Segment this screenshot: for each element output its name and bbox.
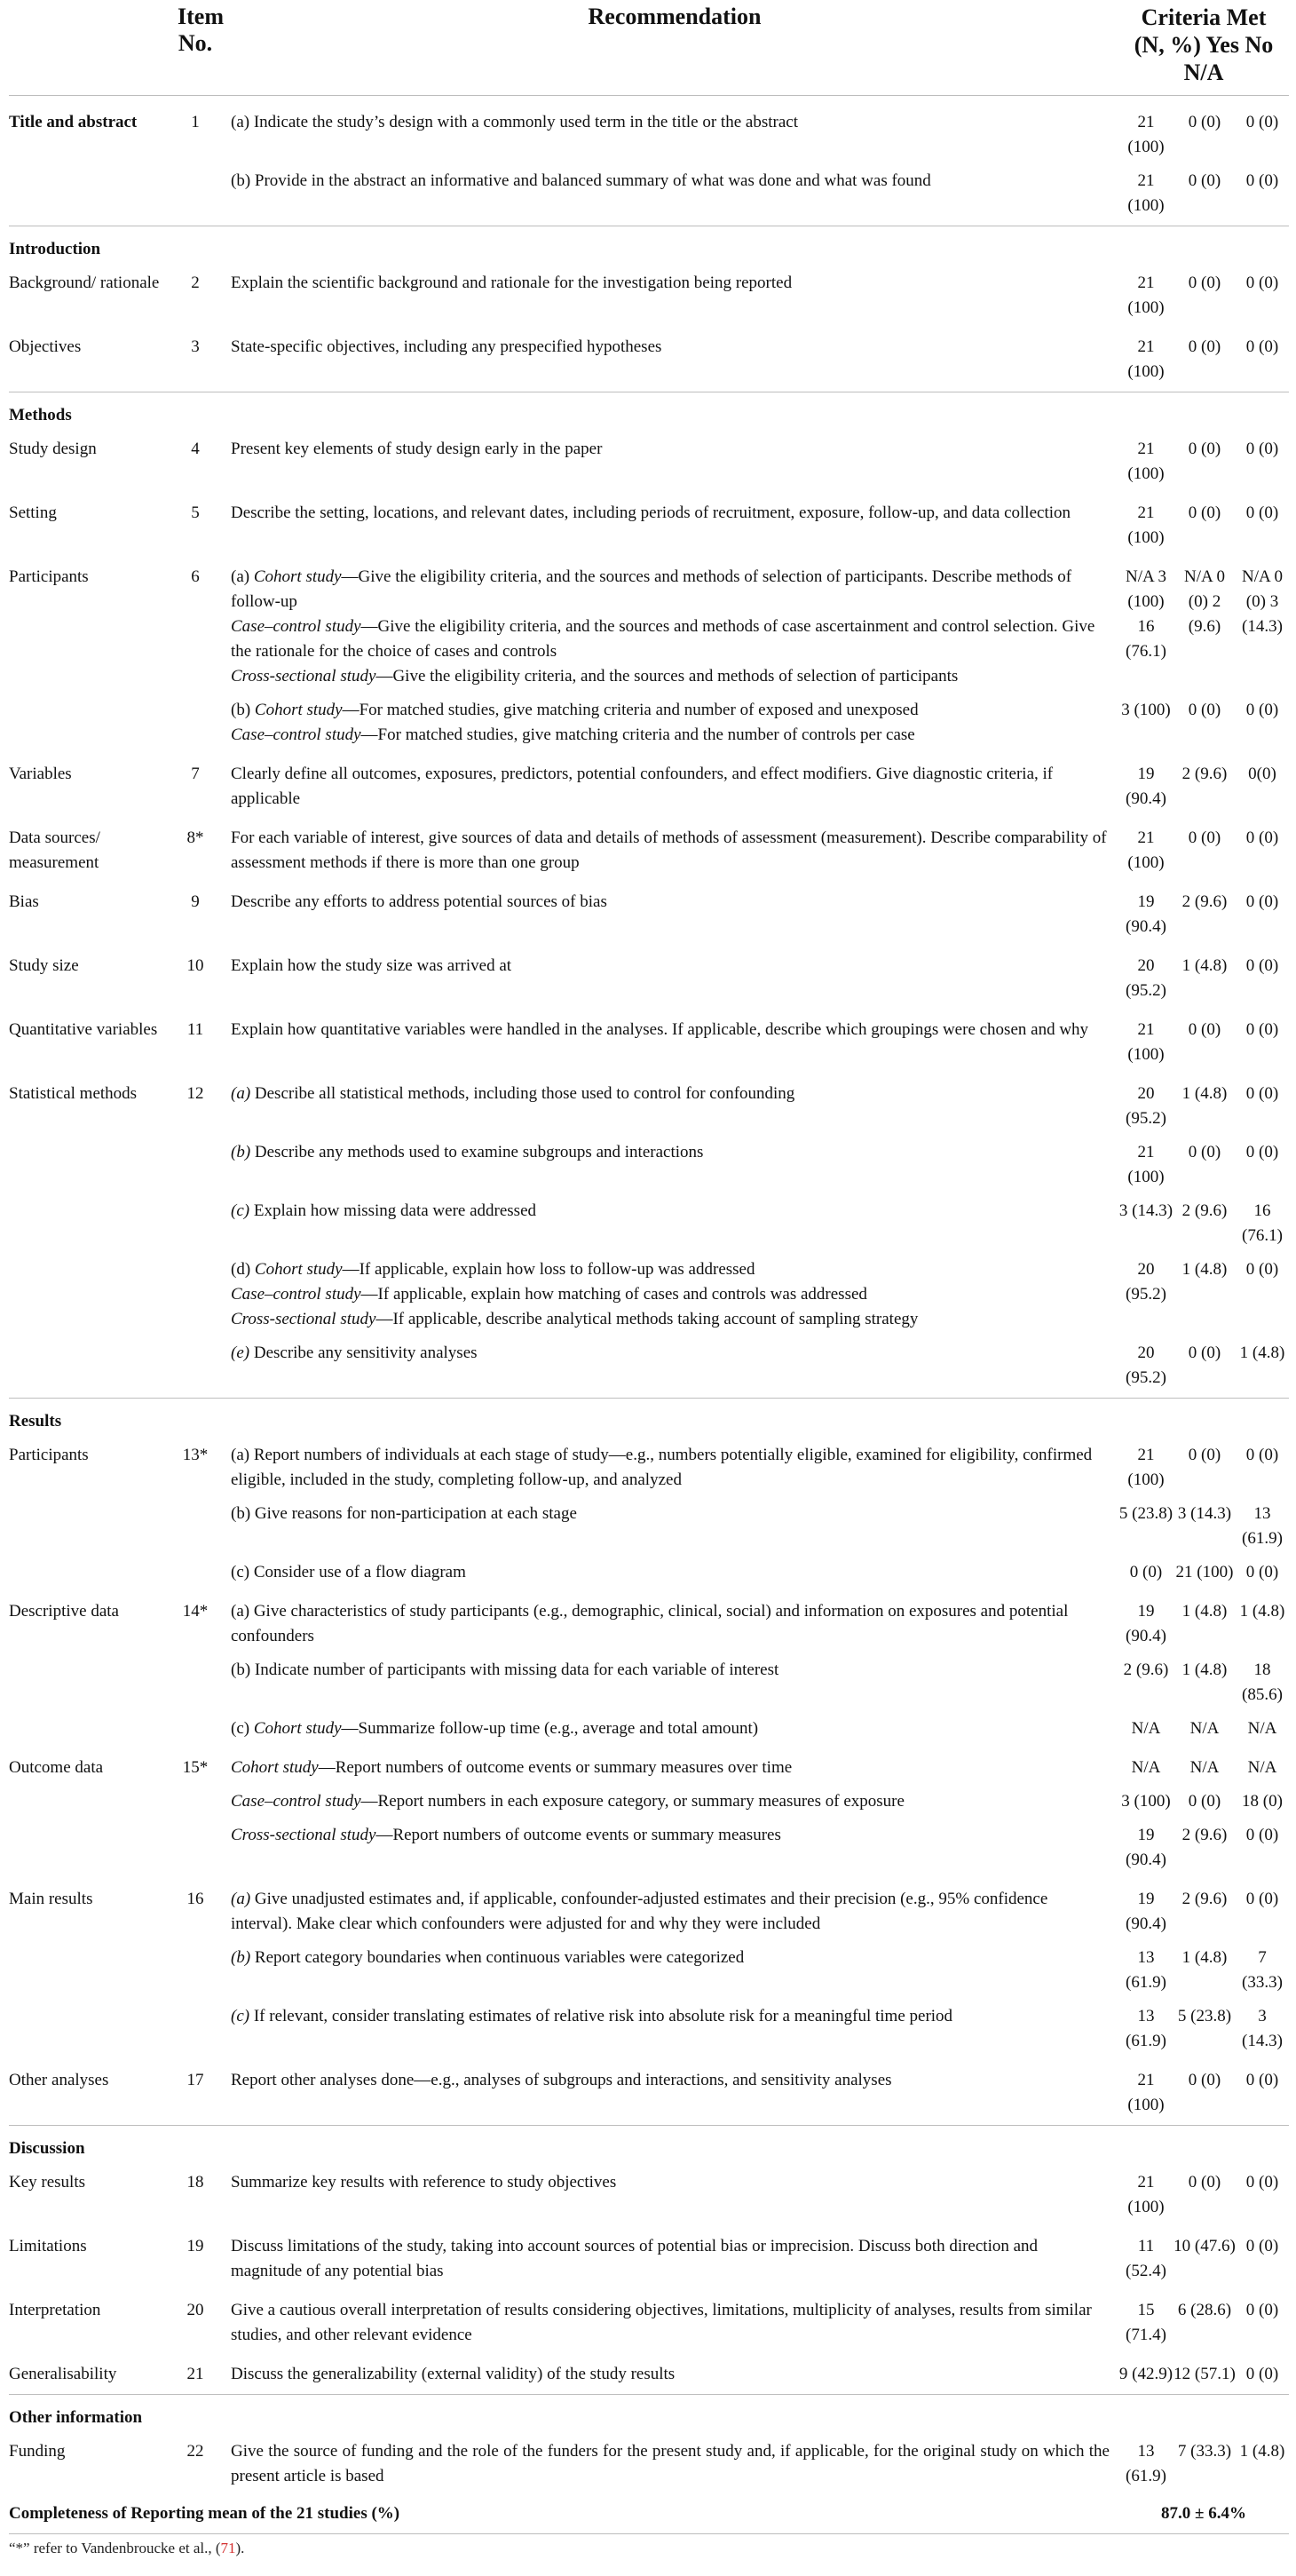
item-number: 21 <box>186 2365 204 2383</box>
no-value: 1 (4.8) <box>1181 1948 1228 1967</box>
yes-value: 19 (90.4) <box>1126 765 1166 808</box>
na-value: 0 (0) <box>1245 701 1279 719</box>
strobe-table-container <box>9 0 1289 2534</box>
row-label: Statistical methods <box>9 1084 138 1103</box>
recommendation-text: (b) Report category boundaries when continuous variables were categorized <box>231 1948 745 1967</box>
no-value: 0 (0) <box>1188 1020 1221 1039</box>
yes-value: 21 (100) <box>1127 828 1165 872</box>
na-value: 1 (4.8) <box>1239 2442 1285 2461</box>
item-number: 15* <box>182 1758 209 1777</box>
na-value: 0 (0) <box>1245 337 1279 356</box>
yes-value: 13 (61.9) <box>1126 1948 1166 1992</box>
recommendation-text: (a) Report numbers of individuals at each stage of study—e.g., numbers potentially eligible, examined for eligibility, confirmed eligible, included in the study, completing follow-up, and analyzed <box>231 1446 1093 1489</box>
row-label: Title and abstract <box>9 113 138 131</box>
yes-value: 19 (90.4) <box>1126 1890 1166 1933</box>
row-label: Bias <box>9 892 39 911</box>
recommendation-text: (b) Indicate number of participants with missing data for each variable of interest <box>231 1661 779 1679</box>
table-row <box>9 1436 1289 1500</box>
recommendation-text: (b) Cohort study—For matched studies, give matching criteria and number of exposed and unexposed Case–control study—For matched studies, give matching criteria and the number of controls per case <box>231 701 919 744</box>
na-value: 0 (0) <box>1245 273 1279 292</box>
yes-value: 19 (90.4) <box>1126 1602 1166 1645</box>
no-value: N/A <box>1189 1758 1220 1777</box>
recommendation-text: Report other analyses done—e.g., analyses of subgroups and interactions, and sensitivity analyses <box>231 2071 892 2089</box>
no-value: 0 (0) <box>1188 1446 1221 1464</box>
yes-value: 11 (52.4) <box>1126 2237 1166 2280</box>
item-number: 17 <box>186 2071 204 2089</box>
item-number: 5 <box>191 503 200 522</box>
no-value: 3 (14.3) <box>1177 1504 1232 1523</box>
row-label: Interpretation <box>9 2301 101 2319</box>
na-value: 0 (0) <box>1245 2365 1279 2383</box>
na-value: 0 (0) <box>1245 1563 1279 1581</box>
na-value: N/A 0 (0) 3 (14.3) <box>1242 567 1283 636</box>
recommendation-text: (d) Cohort study—If applicable, explain how loss to follow-up was addressed Case–control study—If applicable, explain how matching of cases and controls was addressed Cross-sectional study—If applicable, describe analytical methods taking account of sampling strategy <box>231 1260 919 1328</box>
yes-value: 21 (100) <box>1127 503 1165 547</box>
item-number: 22 <box>186 2442 204 2461</box>
row-label: Setting <box>9 503 57 522</box>
header-criteria-met <box>1118 0 1289 96</box>
table-row <box>9 2163 1289 2227</box>
header-item-no: Item No. <box>178 0 213 96</box>
no-value: 1 (4.8) <box>1181 956 1228 975</box>
table-row <box>9 2355 1289 2395</box>
yes-value: 21 (100) <box>1127 273 1165 317</box>
recommendation-text: (c) Cohort study—Summarize follow-up time (e.g., average and total amount) <box>231 1719 759 1738</box>
table-footnote: “*” refer to Vandenbroucke et al., (71). <box>9 2540 245 2556</box>
na-value: 0 (0) <box>1245 1020 1279 1039</box>
yes-value: 0 (0) <box>1129 1563 1163 1581</box>
na-value: 0 (0) <box>1245 2237 1279 2255</box>
section-results: Results <box>9 1399 1289 1437</box>
recommendation-text: Discuss limitations of the study, taking into account sources of potential bias or imprecision. Discuss both direction and magnitude of any potential bias <box>231 2237 1039 2280</box>
no-value: 2 (9.6) <box>1181 1890 1228 1908</box>
row-label: Key results <box>9 2173 86 2192</box>
no-value: 0 (0) <box>1188 273 1221 292</box>
table-row <box>9 96 1289 168</box>
item-number: 12 <box>186 1084 204 1103</box>
completeness-label: Completeness of Reporting mean of the 21 studies (%) <box>9 2496 1118 2534</box>
table-row <box>9 1592 1289 1656</box>
no-value: 0 (0) <box>1188 503 1221 522</box>
item-number: 14* <box>182 1602 209 1621</box>
na-value: 0 (0) <box>1245 1446 1279 1464</box>
table-row <box>9 2061 1289 2126</box>
table-row <box>9 167 1289 226</box>
row-label: Objectives <box>9 337 82 356</box>
section-row <box>9 2395 1289 2433</box>
table-row <box>9 2432 1289 2496</box>
na-value: 0 (0) <box>1245 2173 1279 2192</box>
yes-value: 21 (100) <box>1127 337 1165 381</box>
no-value: 0 (0) <box>1188 2173 1221 2192</box>
na-value: 0 (0) <box>1245 1084 1279 1103</box>
section-discussion: Discussion <box>9 2126 1289 2164</box>
no-value: N/A 0 (0) 2 (9.6) <box>1184 567 1225 636</box>
row-label: Variables <box>9 765 72 783</box>
completeness-row <box>9 2496 1289 2534</box>
na-value: 0 (0) <box>1245 1890 1279 1908</box>
table-row <box>9 1787 1289 1821</box>
na-value: N/A <box>1247 1758 1277 1777</box>
item-number: 2 <box>191 273 200 292</box>
na-value: N/A <box>1247 1719 1277 1738</box>
no-value: 0 (0) <box>1188 440 1221 458</box>
table-row <box>9 1715 1289 1748</box>
yes-value: 21 (100) <box>1127 171 1165 215</box>
yes-value: 21 (100) <box>1127 1446 1165 1489</box>
table-row <box>9 755 1289 819</box>
na-value: 18 (0) <box>1242 1792 1283 1811</box>
item-number: 19 <box>186 2237 204 2255</box>
item-number: 13* <box>182 1446 209 1464</box>
item-number: 3 <box>191 337 200 356</box>
na-value: 0 (0) <box>1245 956 1279 975</box>
section-row <box>9 1399 1289 1437</box>
recommendation-text: Discuss the generalizability (external validity) of the study results <box>231 2365 676 2383</box>
yes-value: 21 (100) <box>1127 440 1165 483</box>
row-label: Generalisability <box>9 2365 117 2383</box>
header-criteria-line2: (N, %) Yes No <box>1134 32 1274 58</box>
na-value: 13 (61.9) <box>1242 1504 1283 1548</box>
na-value: 3 (14.3) <box>1242 2007 1283 2050</box>
table-header <box>9 0 1289 96</box>
table-row <box>9 1500 1289 1558</box>
na-value: 0 (0) <box>1245 828 1279 847</box>
row-label: Other analyses <box>9 2071 109 2089</box>
row-label: Main results <box>9 1890 93 1908</box>
table-row <box>9 1011 1289 1074</box>
row-label: Study design <box>9 440 97 458</box>
item-number: 1 <box>191 113 200 131</box>
table-row <box>9 819 1289 883</box>
na-value: 0 (0) <box>1245 113 1279 131</box>
row-label: Study size <box>9 956 79 975</box>
row-label: Funding <box>9 2442 66 2461</box>
row-label: Data sources/ measurement <box>9 828 100 872</box>
row-label: Quantitative variables <box>9 1020 158 1039</box>
item-number: 8* <box>186 828 204 847</box>
yes-value: 21 (100) <box>1127 1020 1165 1064</box>
table-row <box>9 1074 1289 1138</box>
recommendation-text: Describe the setting, locations, and relevant dates, including periods of recruitment, exposure, follow-up, and data collection <box>231 503 1071 522</box>
recommendation-text: Explain how the study size was arrived at <box>231 956 512 975</box>
na-value: 0 (0) <box>1245 1260 1279 1279</box>
na-value: 0 (0) <box>1245 1143 1279 1161</box>
recommendation-text: (e) Describe any sensitivity analyses <box>231 1343 478 1362</box>
na-value: 18 (85.6) <box>1242 1661 1283 1704</box>
recommendation-text: Summarize key results with reference to study objectives <box>231 2173 617 2192</box>
no-value: 0 (0) <box>1188 113 1221 131</box>
recommendation-text: (b) Describe any methods used to examine subgroups and interactions <box>231 1143 704 1161</box>
recommendation-text: (a) Give unadjusted estimates and, if applicable, confounder-adjusted estimates and their precision (e.g., 95% confidence interval). Make clear which confounders were adjusted for and why they were included <box>231 1890 1048 1933</box>
table-row <box>9 328 1289 392</box>
header-criteria-line3: N/A <box>1183 59 1224 85</box>
na-value: 0 (0) <box>1245 440 1279 458</box>
section-other-information: Other information <box>9 2395 1289 2433</box>
section-row <box>9 392 1289 431</box>
yes-value: 19 (90.4) <box>1126 1826 1166 1869</box>
table-row <box>9 883 1289 947</box>
yes-value: 21 (100) <box>1127 2071 1165 2114</box>
recommendation-text: Present key elements of study design early in the paper <box>231 440 603 458</box>
na-value: 0 (0) <box>1245 503 1279 522</box>
no-value: 1 (4.8) <box>1181 1602 1228 1621</box>
na-value: 0 (0) <box>1245 892 1279 911</box>
yes-value: N/A 3 (100) 16 (76.1) <box>1126 567 1166 661</box>
table-row <box>9 1821 1289 1880</box>
table-row <box>9 1558 1289 1592</box>
recommendation-text: (a) Cohort study—Give the eligibility criteria, and the sources and methods of selection of participants. Describe methods of follow-up Case–control study—Give the eligibility criteria, and the sources and methods of case ascertainment and control selection. Give the rationale for the choice of cases and controls Cross-sectional study—Give the eligibility criteria, and the sources and methods of selection of participants <box>231 567 1095 686</box>
item-number: 20 <box>186 2301 204 2319</box>
yes-value: 13 (61.9) <box>1126 2442 1166 2485</box>
recommendation-text: Case–control study—Report numbers in each exposure category, or summary measures of exposure <box>231 1792 905 1811</box>
recommendation-text: Clearly define all outcomes, exposures, predictors, potential confounders, and effect modifiers. Give diagnostic criteria, if applicable <box>231 765 1054 808</box>
recommendation-text: Describe any efforts to address potential sources of bias <box>231 892 607 911</box>
table-row <box>9 1656 1289 1715</box>
no-value: 0 (0) <box>1188 1343 1221 1362</box>
na-value: 0(0) <box>1248 765 1276 783</box>
yes-value: 9 (42.9) <box>1118 2365 1174 2383</box>
table-row <box>9 696 1289 755</box>
yes-value: N/A <box>1131 1719 1161 1738</box>
recommendation-text: (b) Provide in the abstract an informative and balanced summary of what was done and what was found <box>231 171 931 190</box>
no-value: N/A <box>1189 1719 1220 1738</box>
table-row <box>9 1339 1289 1399</box>
no-value: 5 (23.8) <box>1177 2007 1232 2025</box>
na-value: 0 (0) <box>1245 171 1279 190</box>
recommendation-text: Give a cautious overall interpretation of results considering objectives, limitations, multiplicity of analyses, results from similar studies, and other relevant evidence <box>231 2301 1092 2344</box>
table-row <box>9 1197 1289 1256</box>
table-row <box>9 1748 1289 1787</box>
item-number: 9 <box>191 892 200 911</box>
yes-value: 21 (100) <box>1127 113 1165 156</box>
na-value: 16 (76.1) <box>1242 1201 1283 1245</box>
row-label: Background/ rationale <box>9 273 160 292</box>
na-value: 0 (0) <box>1245 1826 1279 1844</box>
row-label: Limitations <box>9 2237 87 2255</box>
no-value: 0 (0) <box>1188 1143 1221 1161</box>
yes-value: 20 (95.2) <box>1126 1343 1166 1387</box>
na-value: 0 (0) <box>1245 2301 1279 2319</box>
yes-value: 20 (95.2) <box>1126 1260 1166 1304</box>
na-value: 1 (4.8) <box>1239 1343 1285 1362</box>
yes-value: N/A <box>1131 1758 1161 1777</box>
header-recommendation: Recommendation <box>231 0 1118 96</box>
table-row <box>9 947 1289 1011</box>
row-label: Descriptive data <box>9 1602 119 1621</box>
recommendation-text: (c) Consider use of a flow diagram <box>231 1563 466 1581</box>
yes-value: 19 (90.4) <box>1126 892 1166 936</box>
yes-value: 2 (9.6) <box>1123 1661 1169 1679</box>
recommendation-text: State-specific objectives, including any prespecified hypotheses <box>231 337 662 356</box>
yes-value: 5 (23.8) <box>1118 1504 1174 1523</box>
section-row <box>9 2126 1289 2164</box>
recommendation-text: For each variable of interest, give sources of data and details of methods of assessment (measurement). Describe comparability of assessment methods if there is more than one group <box>231 828 1107 872</box>
yes-value: 21 (100) <box>1127 2173 1165 2216</box>
completeness-value: 87.0 ± 6.4% <box>1118 2496 1289 2534</box>
yes-value: 20 (95.2) <box>1126 1084 1166 1128</box>
recommendation-text: Cross-sectional study—Report numbers of outcome events or summary measures <box>231 1826 781 1844</box>
no-value: 12 (57.1) <box>1174 2365 1236 2383</box>
no-value: 0 (0) <box>1188 337 1221 356</box>
item-number: 18 <box>186 2173 204 2192</box>
no-value: 10 (47.6) <box>1174 2237 1236 2255</box>
recommendation-text: (a) Indicate the study’s design with a commonly used term in the title or the abstract <box>231 113 798 131</box>
table-row <box>9 2291 1289 2355</box>
no-value: 0 (0) <box>1188 828 1221 847</box>
recommendation-text: (c) Explain how missing data were addressed <box>231 1201 537 1220</box>
no-value: 1 (4.8) <box>1181 1084 1228 1103</box>
yes-value: 20 (95.2) <box>1126 956 1166 1000</box>
na-value: 0 (0) <box>1245 2071 1279 2089</box>
item-number: 6 <box>191 567 200 586</box>
item-number: 7 <box>191 765 200 783</box>
table-row <box>9 558 1289 696</box>
section-methods: Methods <box>9 392 1289 431</box>
table-row <box>9 2002 1289 2061</box>
item-number: 10 <box>186 956 204 975</box>
table-row <box>9 1138 1289 1197</box>
table-row <box>9 494 1289 558</box>
table-row <box>9 264 1289 328</box>
recommendation-text: Cohort study—Report numbers of outcome events or summary measures over time <box>231 1758 793 1777</box>
item-number: 16 <box>186 1890 204 1908</box>
table-row <box>9 1880 1289 1944</box>
no-value: 0 (0) <box>1188 1792 1221 1811</box>
recommendation-text: Explain how quantitative variables were handled in the analyses. If applicable, describe which groupings were chosen and why <box>231 1020 1089 1039</box>
row-label: Participants <box>9 1446 89 1464</box>
recommendation-text: (b) Give reasons for non-participation at each stage <box>231 1504 577 1523</box>
yes-value: 3 (100) <box>1121 701 1171 719</box>
table-row <box>9 430 1289 494</box>
table-row <box>9 2227 1289 2291</box>
table-row <box>9 1256 1289 1339</box>
recommendation-text: (a) Describe all statistical methods, including those used to control for confounding <box>231 1084 795 1103</box>
yes-value: 15 (71.4) <box>1126 2301 1166 2344</box>
table-row <box>9 1944 1289 2002</box>
item-number: 4 <box>191 440 200 458</box>
no-value: 1 (4.8) <box>1181 1661 1228 1679</box>
no-value: 6 (28.6) <box>1177 2301 1232 2319</box>
no-value: 2 (9.6) <box>1181 892 1228 911</box>
no-value: 7 (33.3) <box>1177 2442 1232 2461</box>
yes-value: 3 (14.3) <box>1118 1201 1174 1220</box>
yes-value: 3 (100) <box>1121 1792 1171 1811</box>
row-label: Participants <box>9 567 89 586</box>
no-value: 0 (0) <box>1188 2071 1221 2089</box>
item-number: 11 <box>186 1020 204 1039</box>
reference-link[interactable]: 71 <box>220 2540 236 2556</box>
strobe-checklist-table <box>9 0 1289 2534</box>
recommendation-text: (c) If relevant, consider translating estimates of relative risk into absolute risk for a meaningful time period <box>231 2007 953 2025</box>
no-value: 0 (0) <box>1188 701 1221 719</box>
na-value: 7 (33.3) <box>1242 1948 1283 1992</box>
yes-value: 13 (61.9) <box>1126 2007 1166 2050</box>
na-value: 1 (4.8) <box>1239 1602 1285 1621</box>
no-value: 0 (0) <box>1188 171 1221 190</box>
row-label: Outcome data <box>9 1758 104 1777</box>
recommendation-text: Give the source of funding and the role of the funders for the present study and, if applicable, for the original study on which the present article is based <box>231 2442 1110 2485</box>
section-row <box>9 226 1289 265</box>
header-criteria-line1: Criteria Met <box>1141 4 1267 30</box>
no-value: 2 (9.6) <box>1181 1826 1228 1844</box>
yes-value: 21 (100) <box>1127 1143 1165 1186</box>
no-value: 21 (100) <box>1175 1563 1234 1581</box>
no-value: 1 (4.8) <box>1181 1260 1228 1279</box>
no-value: 2 (9.6) <box>1181 1201 1228 1220</box>
section-introduction: Introduction <box>9 226 1289 265</box>
recommendation-text: (a) Give characteristics of study participants (e.g., demographic, clinical, social) and information on exposures and potential confounders <box>231 1602 1069 1645</box>
recommendation-text: Explain the scientific background and rationale for the investigation being reported <box>231 273 793 292</box>
no-value: 2 (9.6) <box>1181 765 1228 783</box>
